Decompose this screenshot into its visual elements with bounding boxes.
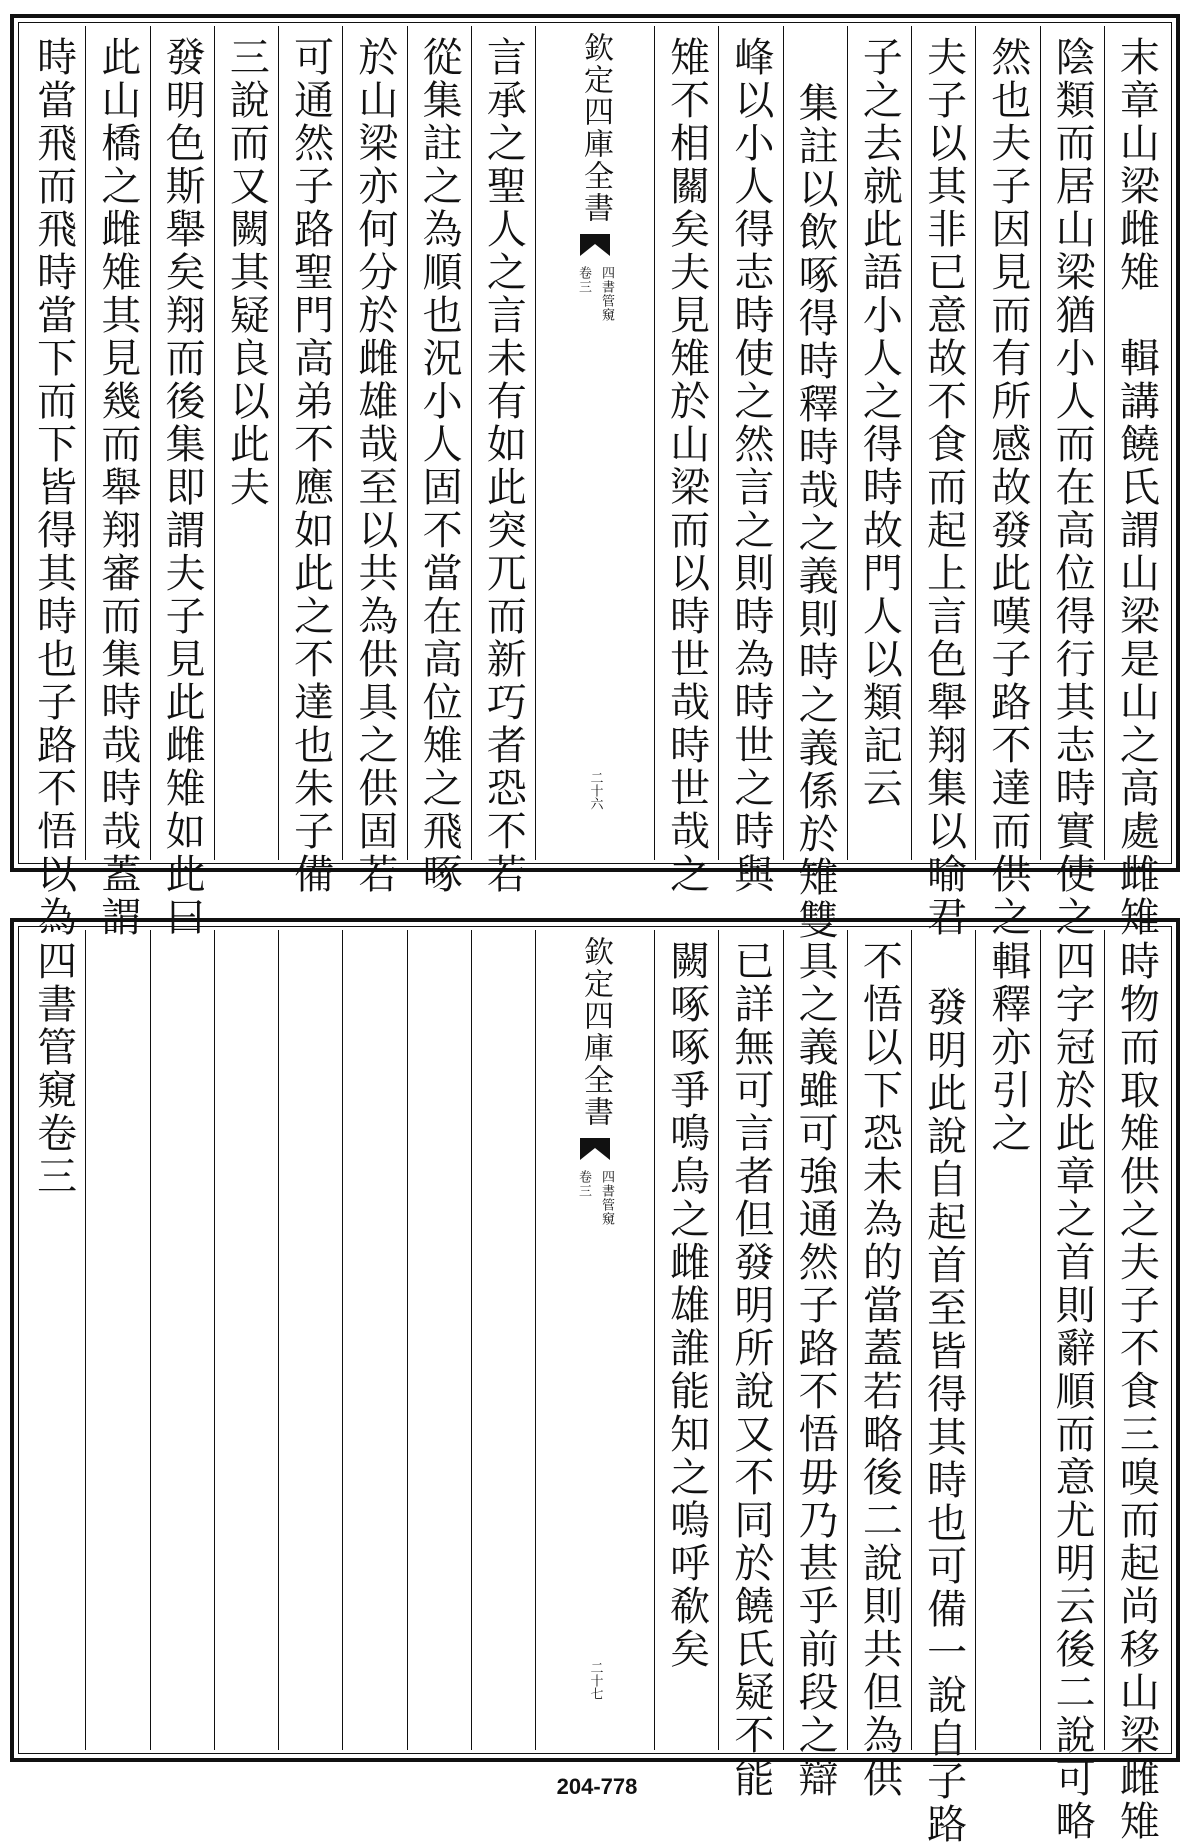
column-text: 雉不相關矣夫見雉於山梁而以時世哉時世哉之 (663, 36, 710, 896)
text-column (654, 930, 718, 1750)
column-text: 末章山梁雌雉 輯講饒氏謂山梁是山之高處雌雉 (1113, 36, 1160, 939)
column-text: 發明此說自起首至皆得其時也可備一說自子路 (920, 986, 967, 1846)
text-column (278, 26, 342, 896)
gutter-meta (574, 266, 616, 322)
text-column (150, 26, 214, 939)
column-text: 時物而取雉供之夫子不食三嗅而起尚移山梁雌雉 (1113, 940, 1160, 1843)
column-text: 此山橋之雌雉其見幾而舉翔審而集時哉時哉蓋謂 (94, 36, 141, 939)
column-text: 集註以飲啄得時釋時哉之義則時之義係於雉雙 (792, 82, 839, 942)
text-column (1040, 26, 1104, 939)
text-column (471, 26, 535, 896)
column-text: 已詳無可言者但發明所說又不同於饒氏疑不能 (727, 940, 774, 1800)
column-text: 子之去就此語小人之得時故門人以類記云 (856, 36, 903, 810)
text-column (407, 930, 471, 1750)
text-column (278, 930, 342, 1750)
gutter-book-title: 四書管窺 (599, 1170, 614, 1226)
text-column (718, 26, 782, 896)
text-column (783, 26, 847, 942)
text-column (214, 930, 278, 1750)
gutter-meta (574, 1170, 616, 1226)
column-text: 時當飛而飛時當下而下皆得其時也子路不悟以為 (30, 36, 77, 939)
text-column (654, 26, 718, 896)
column-text: 從集註之為順也況小人固不當在高位雉之飛啄 (416, 36, 463, 896)
text-column (471, 930, 535, 1750)
column-text: 可通然子路聖門高弟不應如此之不達也朱子備 (287, 36, 334, 896)
text-column (85, 930, 149, 1750)
text-column (22, 930, 85, 1750)
gutter-volume: 卷三 (576, 266, 591, 294)
column-text: 夫子以其非已意故不食而起上言色舉翔集以喻君 (920, 36, 967, 939)
text-column (85, 26, 149, 939)
text-column (342, 26, 406, 896)
text-column (342, 930, 406, 1750)
gutter-book-title: 四書管窺 (599, 266, 614, 322)
column-text: 發明色斯舉矣翔而後集即謂夫子見此雌雉如此曰 (159, 36, 206, 939)
fish-tail-mark-icon (580, 1138, 610, 1160)
column-text: 然也夫子因見而有所感故發此嘆子路不達而供之 (984, 36, 1031, 939)
text-column (783, 930, 847, 1800)
gutter-folio: 二十六 (587, 771, 603, 810)
page-number-footer: 204-778 (556, 1774, 638, 1799)
column-text: 陰類而居山梁猶小人而在高位得行其志時實使之 (1049, 36, 1096, 939)
text-column (847, 930, 911, 1800)
text-column (1104, 930, 1168, 1843)
column-text: 輯釋亦引之 (984, 940, 1031, 1155)
text-column (1040, 930, 1104, 1843)
column-text: 具之義雖可強通然子路不悟毋乃甚乎前段之辯 (792, 940, 839, 1800)
column-text: 不悟以下恐未為的當蓋若略後二說則共但為供 (856, 940, 903, 1800)
text-column (1104, 26, 1168, 939)
volume-end-title: 四書管窺卷三 (30, 940, 77, 1198)
gutter-folio: 二十七 (587, 1661, 603, 1700)
text-column (847, 26, 911, 860)
text-column (718, 930, 782, 1800)
gutter-volume: 卷三 (576, 1170, 591, 1198)
text-column (22, 26, 85, 939)
column-text: 峰以小人得志時使之然言之則時為時世之時與 (727, 36, 774, 896)
column-text: 於山梁亦何分於雌雄哉至以共為供具之供固若 (351, 36, 398, 896)
text-column (911, 26, 975, 939)
text-column (975, 930, 1039, 1750)
center-gutter (535, 930, 654, 1750)
text-column (975, 26, 1039, 939)
text-column (150, 930, 214, 1750)
column-text: 言承之聖人之言未有如此突兀而新巧者恐不若 (480, 36, 527, 896)
column-text: 四字冠於此章之首則辭順而意尤明云後二說可略 (1049, 940, 1096, 1843)
gutter-title: 欽定四庫全書 (578, 936, 613, 1128)
fish-tail-mark-icon (580, 234, 610, 256)
column-text: 三說而又闕其疑良以此夫 (223, 36, 270, 509)
text-column (214, 26, 278, 860)
center-gutter (535, 26, 654, 860)
text-column (407, 26, 471, 896)
column-text: 闕啄啄爭鳴烏之雌雄誰能知之嗚呼欷矣 (663, 940, 710, 1671)
page-top (10, 14, 1180, 942)
top-columns (22, 26, 1168, 942)
gutter-title: 欽定四庫全書 (578, 32, 613, 224)
text-column (911, 930, 975, 1846)
